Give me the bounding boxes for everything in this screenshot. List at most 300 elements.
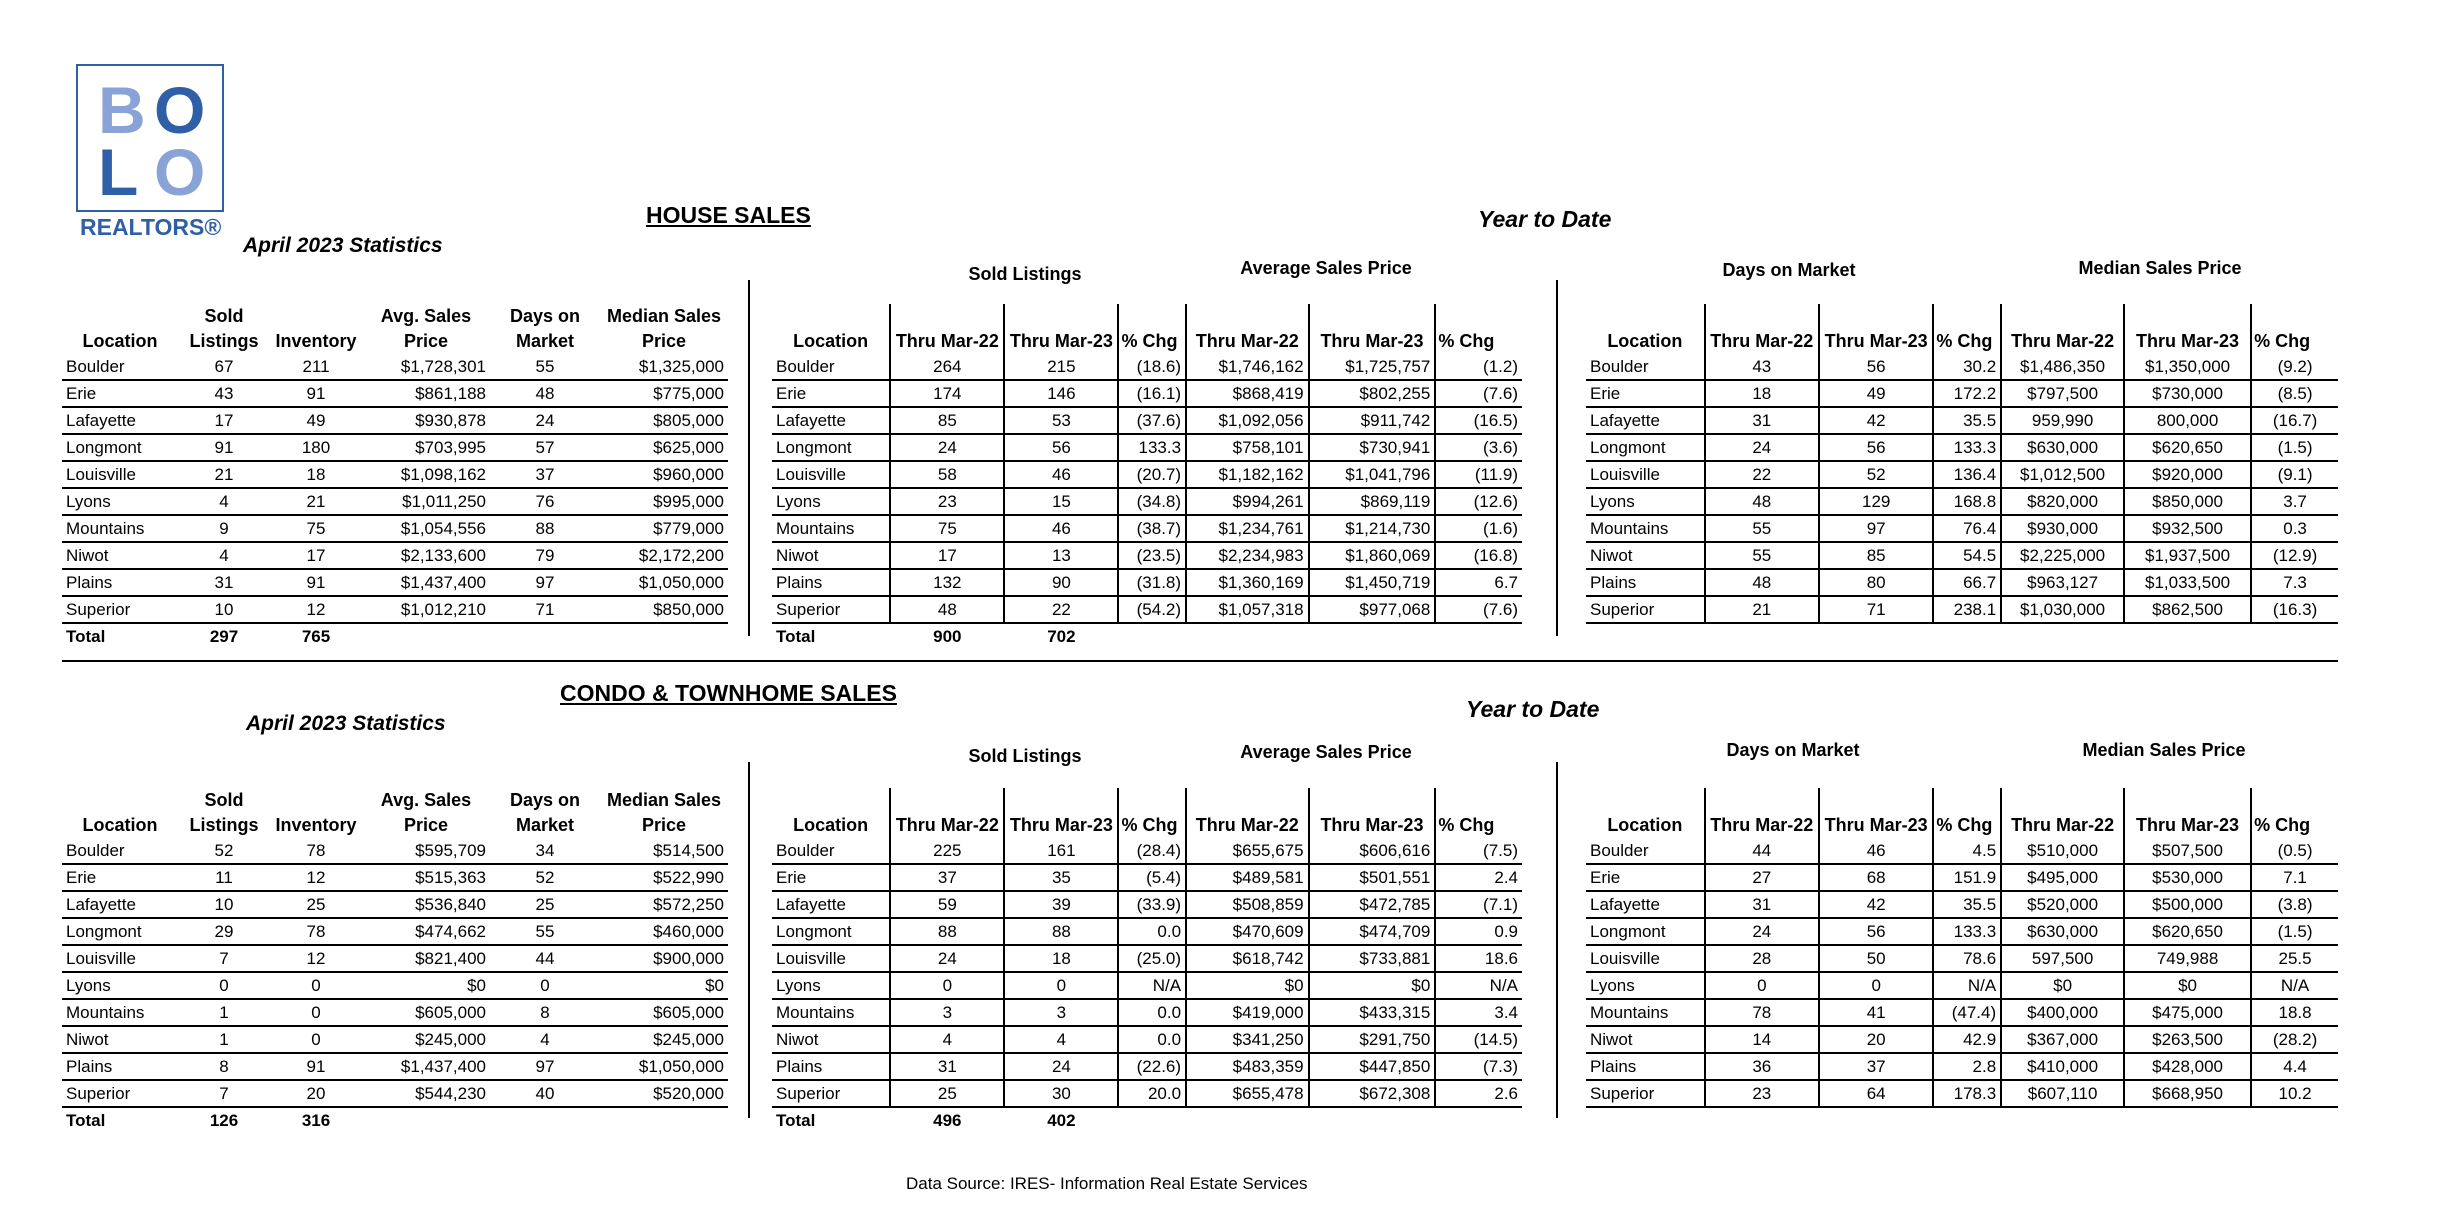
house-ytd-days-cell: 24	[1705, 434, 1819, 461]
house-monthly-cell: 4	[178, 488, 270, 515]
house-ytd-days-cell: 48	[1705, 488, 1819, 515]
house-ytd-days-cell: 31	[1705, 407, 1819, 434]
condo-ytd-days-cell: 44	[1705, 838, 1819, 864]
house-ytd-days-cell: 959,990	[2001, 407, 2124, 434]
house-monthly-cell: 97	[490, 569, 600, 596]
house-ytd-days-cell: 22	[1705, 461, 1819, 488]
condo-ytd-days-cell: 41	[1819, 999, 1933, 1026]
condo-ytd-sales-header-1: Thru Mar-22	[890, 788, 1004, 838]
house-ytd-days-cell: Niwot	[1586, 542, 1705, 569]
table-row	[1586, 488, 2338, 515]
condo-monthly-cell: Boulder	[62, 838, 178, 864]
house-monthly-cell: Mountains	[62, 515, 178, 542]
house-ytd-days-cell: $730,000	[2124, 380, 2251, 407]
house-monthly-cell: Erie	[62, 380, 178, 407]
house-ytd-days-cell: 172.2	[1933, 380, 2001, 407]
condo-ytd-sales-cell: Lafayette	[772, 891, 890, 918]
house-ytd-sales-cell: (1.2)	[1435, 354, 1522, 380]
house-ytd-sales-cell: 24	[890, 434, 1004, 461]
condo-ytd-days-cell: 31	[1705, 891, 1819, 918]
table-row	[1586, 596, 2338, 623]
house-ytd-days-header-1: Thru Mar-22	[1705, 304, 1819, 354]
table-row	[772, 1026, 1522, 1053]
house-ytd-days-cell: (16.3)	[2251, 596, 2338, 623]
condo-monthly-cell: $474,662	[362, 918, 490, 945]
condo-ytd-sales-cell: $618,742	[1186, 945, 1309, 972]
house-ytd-days-cell: 48	[1705, 569, 1819, 596]
condo-ytd-days-cell: 151.9	[1933, 864, 2001, 891]
condo-ytd-sales-cell: Niwot	[772, 1026, 890, 1053]
house-monthly-header-2: Inventory	[275, 331, 357, 351]
condo-avg-price-label: Average Sales Price	[1240, 742, 1412, 762]
table-row	[772, 434, 1522, 461]
condo-monthly-cell: $0	[362, 972, 490, 999]
condo-ytd-days-cell: 0	[1705, 972, 1819, 999]
house-monthly-total-cell: 765	[301, 626, 331, 646]
house-ytd-days-cell: 42	[1819, 407, 1933, 434]
house-ytd-sales-cell: 264	[890, 354, 1004, 380]
condo-monthly-cell: $544,230	[362, 1080, 490, 1107]
logo-letter-b: B	[98, 73, 146, 147]
house-ytd-days-cell: 49	[1819, 380, 1933, 407]
condo-ytd-days-cell: 133.3	[1933, 918, 2001, 945]
condo-ytd-days-cell: N/A	[2251, 972, 2338, 999]
condo-monthly-cell: $821,400	[362, 945, 490, 972]
condo-ytd-sales-cell: 39	[1004, 891, 1118, 918]
house-monthly-header-1: Sold Listings	[189, 306, 259, 351]
condo-divider-left	[748, 762, 750, 1118]
condo-monthly-cell: 0	[178, 972, 270, 999]
house-monthly-cell: 12	[270, 596, 362, 623]
house-ytd-sales-cell: (34.8)	[1118, 488, 1186, 515]
realtors-logo	[76, 64, 224, 212]
logo-letter-o2: O	[154, 135, 206, 209]
house-ytd-days-cell: (12.9)	[2251, 542, 2338, 569]
house-ytd-days-cell: 35.5	[1933, 407, 2001, 434]
house-monthly-cell: 76	[490, 488, 600, 515]
table-row	[1586, 461, 2338, 488]
condo-ytd-sales-total-cell: Total	[776, 1110, 816, 1130]
house-ytd-sales-cell: $868,419	[1186, 380, 1309, 407]
house-ytd-sales-cell: $2,234,983	[1186, 542, 1309, 569]
house-ytd-days-cell: 7.3	[2251, 569, 2338, 596]
condo-ytd-sales-cell: 2.6	[1435, 1080, 1522, 1107]
condo-ytd-days-cell: 20	[1819, 1026, 1933, 1053]
house-monthly-header-4: Days on Market	[509, 306, 581, 351]
house-ytd-days-header-6: % Chg	[2251, 304, 2338, 354]
condo-ytd-sales-header-6: % Chg	[1435, 788, 1522, 838]
house-ytd-sales-cell: 53	[1004, 407, 1118, 434]
total-row	[772, 1107, 1522, 1133]
condo-ytd-days-cell: 42.9	[1933, 1026, 2001, 1053]
house-ytd-days-cell: $862,500	[2124, 596, 2251, 623]
house-ytd-sales-cell: $1,182,162	[1186, 461, 1309, 488]
condo-ytd-days-cell: 25.5	[2251, 945, 2338, 972]
condo-ytd-sales-cell: $291,750	[1309, 1026, 1436, 1053]
house-monthly-cell: $805,000	[600, 407, 728, 434]
house-ytd-sales-cell: $1,041,796	[1309, 461, 1436, 488]
house-ytd-sales-cell: Longmont	[772, 434, 890, 461]
house-ytd-sales-cell: 6.7	[1435, 569, 1522, 596]
house-ytd-sales-cell: Boulder	[772, 354, 890, 380]
table-row	[772, 1080, 1522, 1107]
house-ytd-days-cell: $2,225,000	[2001, 542, 2124, 569]
house-monthly-cell: 91	[178, 434, 270, 461]
condo-monthly-cell: 20	[270, 1080, 362, 1107]
condo-ytd-sales-cell: 225	[890, 838, 1004, 864]
condo-ytd-sales-cell: 3	[1004, 999, 1118, 1026]
condo-ytd-days-cell: (3.8)	[2251, 891, 2338, 918]
house-ytd-sales-cell: 132	[890, 569, 1004, 596]
house-ytd-days-cell: Louisville	[1586, 461, 1705, 488]
table-row	[1586, 864, 2338, 891]
house-ytd-days-cell: 133.3	[1933, 434, 2001, 461]
condo-ytd-days-cell: $367,000	[2001, 1026, 2124, 1053]
house-monthly-cell: 37	[490, 461, 600, 488]
condo-ytd-days-cell: $530,000	[2124, 864, 2251, 891]
logo-letter-l: L	[98, 135, 139, 209]
condo-ytd-sales-cell: Erie	[772, 864, 890, 891]
table-row	[772, 380, 1522, 407]
table-row	[1586, 569, 2338, 596]
condo-ytd-days-cell: $410,000	[2001, 1053, 2124, 1080]
table-row	[772, 461, 1522, 488]
house-monthly-cell: 75	[270, 515, 362, 542]
condo-ytd-sales-cell: 20.0	[1118, 1080, 1186, 1107]
house-ytd-days-cell: $797,500	[2001, 380, 2124, 407]
house-ytd-days-cell: $920,000	[2124, 461, 2251, 488]
table-row	[62, 380, 728, 407]
condo-monthly-cell: 10	[178, 891, 270, 918]
table-row	[62, 407, 728, 434]
house-monthly-cell: $2,133,600	[362, 542, 490, 569]
house-monthly-cell: $1,012,210	[362, 596, 490, 623]
condo-ytd-days-header-4: Thru Mar-22	[2001, 788, 2124, 838]
condo-ytd-days-cell: Lyons	[1586, 972, 1705, 999]
condo-monthly-total-cell: 316	[301, 1110, 331, 1130]
condo-ytd-days-header-5: Thru Mar-23	[2124, 788, 2251, 838]
house-avg-price-label: Average Sales Price	[1240, 258, 1412, 278]
table-row	[772, 515, 1522, 542]
house-ytd-sales-cell: Mountains	[772, 515, 890, 542]
condo-ytd-sales-cell: 31	[890, 1053, 1004, 1080]
house-ytd-days-header-3: % Chg	[1933, 304, 2001, 354]
condo-ytd-sales-cell: Longmont	[772, 918, 890, 945]
table-row	[62, 515, 728, 542]
table-row	[62, 488, 728, 515]
table-row	[1586, 380, 2338, 407]
condo-ytd-days-cell: (47.4)	[1933, 999, 2001, 1026]
condo-ytd-days-cell: 18.8	[2251, 999, 2338, 1026]
house-monthly-cell: $775,000	[600, 380, 728, 407]
condo-monthly-cell: Plains	[62, 1053, 178, 1080]
house-ytd-days-cell: Longmont	[1586, 434, 1705, 461]
condo-ytd-sales-cell: $655,478	[1186, 1080, 1309, 1107]
condo-ytd-days-cell: 597,500	[2001, 945, 2124, 972]
table-row	[62, 891, 728, 918]
condo-monthly-table	[62, 788, 728, 1133]
condo-ytd-days-cell: $400,000	[2001, 999, 2124, 1026]
condo-ytd-days-cell: 35.5	[1933, 891, 2001, 918]
condo-monthly-cell: 1	[178, 999, 270, 1026]
house-monthly-total-cell: Total	[66, 626, 106, 646]
table-row	[62, 354, 728, 380]
house-ytd-sales-header-2: Thru Mar-23	[1004, 304, 1118, 354]
condo-ytd-sales-cell: $606,616	[1309, 838, 1436, 864]
condo-monthly-cell: 12	[270, 945, 362, 972]
house-ytd-days-cell: 85	[1819, 542, 1933, 569]
condo-ytd-sales-cell: N/A	[1435, 972, 1522, 999]
house-ytd-sales-cell: (7.6)	[1435, 596, 1522, 623]
table-row	[1586, 999, 2338, 1026]
house-ytd-days-cell: 55	[1705, 515, 1819, 542]
house-ytd-sales-cell: (18.6)	[1118, 354, 1186, 380]
house-ytd-sales-cell: $802,255	[1309, 380, 1436, 407]
house-ytd-sales-cell: 46	[1004, 461, 1118, 488]
table-row	[62, 1053, 728, 1080]
condo-monthly-total-cell: Total	[66, 1110, 106, 1130]
house-ytd-sales-cell: $1,860,069	[1309, 542, 1436, 569]
house-ytd-days-median-table	[1586, 304, 2338, 624]
house-ytd-sales-cell: $1,725,757	[1309, 354, 1436, 380]
house-ytd-sales-total-cell: 900	[933, 626, 962, 646]
house-ytd-days-cell: 54.5	[1933, 542, 2001, 569]
house-ytd-days-cell: $930,000	[2001, 515, 2124, 542]
house-monthly-cell: 91	[270, 380, 362, 407]
condo-ytd-days-cell: 178.3	[1933, 1080, 2001, 1107]
house-monthly-cell: $2,172,200	[600, 542, 728, 569]
condo-ytd-days-cell: 4.5	[1933, 838, 2001, 864]
condo-ytd-sales-cell: (14.5)	[1435, 1026, 1522, 1053]
condo-ytd-days-cell: $510,000	[2001, 838, 2124, 864]
house-ytd-sales-cell: (16.1)	[1118, 380, 1186, 407]
condo-monthly-cell: 0	[270, 972, 362, 999]
house-ytd-days-cell: 30.2	[1933, 354, 2001, 380]
house-ytd-days-cell: $1,012,500	[2001, 461, 2124, 488]
condo-ytd-days-cell: $520,000	[2001, 891, 2124, 918]
condo-ytd-days-cell: 23	[1705, 1080, 1819, 1107]
house-divider-right	[1556, 280, 1558, 636]
house-monthly-cell: 211	[270, 354, 362, 380]
condo-monthly-cell: 97	[490, 1053, 600, 1080]
house-monthly-cell: $930,878	[362, 407, 490, 434]
house-ytd-sales-header-6: % Chg	[1435, 304, 1522, 354]
condo-monthly-cell: 0	[270, 999, 362, 1026]
table-row	[772, 569, 1522, 596]
table-row	[62, 542, 728, 569]
condo-ytd-sales-cell: (7.5)	[1435, 838, 1522, 864]
condo-monthly-cell: Lafayette	[62, 891, 178, 918]
condo-ytd-days-cell: 749,988	[2124, 945, 2251, 972]
condo-monthly-cell: 1	[178, 1026, 270, 1053]
house-monthly-cell: $1,054,556	[362, 515, 490, 542]
house-monthly-cell: Niwot	[62, 542, 178, 569]
house-ytd-days-header-0: Location	[1607, 331, 1683, 351]
condo-ytd-days-cell: Plains	[1586, 1053, 1705, 1080]
house-ytd-days-cell: 136.4	[1933, 461, 2001, 488]
house-ytd-sales-cell: $869,119	[1309, 488, 1436, 515]
house-monthly-cell: 49	[270, 407, 362, 434]
table-row	[1586, 434, 2338, 461]
logo-brand-text: REALTORS®	[80, 214, 222, 240]
condo-monthly-cell: 25	[490, 891, 600, 918]
house-ytd-sales-total-cell: Total	[776, 626, 816, 646]
house-ytd-sales-cell: (11.9)	[1435, 461, 1522, 488]
house-ytd-sales-table	[772, 304, 1522, 649]
house-ytd-days-cell: 168.8	[1933, 488, 2001, 515]
house-ytd-sales-cell: 22	[1004, 596, 1118, 623]
house-ytd-sales-cell: (54.2)	[1118, 596, 1186, 623]
condo-monthly-header-5: Median Sales Price	[606, 790, 722, 835]
house-monthly-cell: Plains	[62, 569, 178, 596]
house-ytd-label: Year to Date	[1478, 206, 1612, 232]
house-monthly-cell: $1,437,400	[362, 569, 490, 596]
condo-ytd-sales-cell: 0.0	[1118, 918, 1186, 945]
house-ytd-sales-header-1: Thru Mar-22	[890, 304, 1004, 354]
table-row	[62, 945, 728, 972]
house-ytd-days-cell: (9.2)	[2251, 354, 2338, 380]
table-row	[62, 434, 728, 461]
condo-ytd-sales-cell: 4	[890, 1026, 1004, 1053]
condo-ytd-days-cell: Boulder	[1586, 838, 1705, 864]
condo-monthly-header-2: Inventory	[275, 815, 357, 835]
condo-ytd-sales-cell: (22.6)	[1118, 1053, 1186, 1080]
condo-ytd-days-cell: 7.1	[2251, 864, 2338, 891]
house-ytd-days-cell: 76.4	[1933, 515, 2001, 542]
condo-ytd-sales-cell: Lyons	[772, 972, 890, 999]
condo-monthly-cell: Erie	[62, 864, 178, 891]
house-ytd-days-cell: 80	[1819, 569, 1933, 596]
house-monthly-cell: $1,011,250	[362, 488, 490, 515]
condo-ytd-days-cell: Lafayette	[1586, 891, 1705, 918]
condo-ytd-sales-header-0: Location	[793, 815, 869, 835]
condo-ytd-sales-cell: 4	[1004, 1026, 1118, 1053]
house-monthly-cell: $1,098,162	[362, 461, 490, 488]
condo-ytd-sales-cell: Plains	[772, 1053, 890, 1080]
condo-ytd-days-cell: Mountains	[1586, 999, 1705, 1026]
condo-ytd-days-cell: 68	[1819, 864, 1933, 891]
condo-ytd-days-cell: 42	[1819, 891, 1933, 918]
house-monthly-cell: 24	[490, 407, 600, 434]
table-row	[62, 972, 728, 999]
table-row	[1586, 1080, 2338, 1107]
house-ytd-sales-cell: $1,360,169	[1186, 569, 1309, 596]
condo-monthly-cell: Longmont	[62, 918, 178, 945]
house-monthly-cell: 71	[490, 596, 600, 623]
condo-monthly-cell: 8	[178, 1053, 270, 1080]
house-ytd-days-cell: $1,937,500	[2124, 542, 2251, 569]
condo-monthly-header-4: Days on Market	[509, 790, 581, 835]
condo-ytd-days-cell: Superior	[1586, 1080, 1705, 1107]
house-monthly-cell: Louisville	[62, 461, 178, 488]
house-ytd-sales-cell: $911,742	[1309, 407, 1436, 434]
house-ytd-days-header-5: Thru Mar-23	[2124, 304, 2251, 354]
table-row	[772, 596, 1522, 623]
house-ytd-days-cell: $1,350,000	[2124, 354, 2251, 380]
condo-ytd-days-cell: 28	[1705, 945, 1819, 972]
house-monthly-cell: $861,188	[362, 380, 490, 407]
condo-ytd-days-cell: 0	[1819, 972, 1933, 999]
total-row	[772, 623, 1522, 649]
table-row	[772, 891, 1522, 918]
condo-ytd-days-cell: 78.6	[1933, 945, 2001, 972]
condo-ytd-sales-cell: Louisville	[772, 945, 890, 972]
condo-ytd-days-cell: $668,950	[2124, 1080, 2251, 1107]
condo-ytd-days-median-table	[1586, 788, 2338, 1108]
house-ytd-sales-cell: $977,068	[1309, 596, 1436, 623]
table-row	[772, 945, 1522, 972]
house-ytd-sales-cell: Lafayette	[772, 407, 890, 434]
condo-ytd-days-cell: $620,650	[2124, 918, 2251, 945]
condo-ytd-days-header-0: Location	[1607, 815, 1683, 835]
table-row	[1586, 1053, 2338, 1080]
total-row	[62, 623, 728, 649]
house-monthly-cell: 10	[178, 596, 270, 623]
condo-ytd-sales-total-cell: 402	[1047, 1110, 1076, 1130]
house-ytd-sales-cell: 174	[890, 380, 1004, 407]
house-monthly-cell: Longmont	[62, 434, 178, 461]
condo-monthly-cell: 78	[270, 838, 362, 864]
house-monthly-cell: 31	[178, 569, 270, 596]
table-row	[772, 918, 1522, 945]
condo-ytd-days-cell: Niwot	[1586, 1026, 1705, 1053]
condo-ytd-sales-cell: (33.9)	[1118, 891, 1186, 918]
table-row	[772, 972, 1522, 999]
house-ytd-days-cell: 52	[1819, 461, 1933, 488]
condo-ytd-days-cell: 10.2	[2251, 1080, 2338, 1107]
condo-monthly-cell: 0	[490, 972, 600, 999]
house-ytd-sales-header-3: % Chg	[1118, 304, 1186, 354]
house-ytd-sales-cell: 23	[890, 488, 1004, 515]
logo-letter-o: O	[154, 73, 206, 147]
house-ytd-days-cell: 43	[1705, 354, 1819, 380]
condo-monthly-cell: $514,500	[600, 838, 728, 864]
table-row	[62, 864, 728, 891]
condo-ytd-sales-cell: 18	[1004, 945, 1118, 972]
house-ytd-days-cell: (16.7)	[2251, 407, 2338, 434]
condo-ytd-sales-cell: $474,709	[1309, 918, 1436, 945]
house-ytd-sales-cell: 75	[890, 515, 1004, 542]
house-ytd-sales-cell: $1,746,162	[1186, 354, 1309, 380]
house-ytd-sales-cell: $1,234,761	[1186, 515, 1309, 542]
house-ytd-days-cell: $1,030,000	[2001, 596, 2124, 623]
condo-monthly-cell: $605,000	[600, 999, 728, 1026]
condo-monthly-cell: 55	[490, 918, 600, 945]
condo-monthly-cell: $900,000	[600, 945, 728, 972]
condo-monthly-cell: 78	[270, 918, 362, 945]
condo-ytd-days-cell: $263,500	[2124, 1026, 2251, 1053]
house-ytd-sales-cell: $1,092,056	[1186, 407, 1309, 434]
section-divider	[62, 660, 2338, 662]
condo-ytd-sales-table	[772, 788, 1522, 1133]
house-ytd-days-cell: Lafayette	[1586, 407, 1705, 434]
house-ytd-days-header-2: Thru Mar-23	[1819, 304, 1933, 354]
condo-stats-title: April 2023 Statistics	[246, 712, 446, 735]
condo-ytd-sales-total-cell: 496	[933, 1110, 962, 1130]
condo-ytd-sales-cell: (28.4)	[1118, 838, 1186, 864]
house-ytd-days-cell: $1,486,350	[2001, 354, 2124, 380]
condo-ytd-sales-cell: 2.4	[1435, 864, 1522, 891]
table-row	[1586, 945, 2338, 972]
condo-ytd-sales-cell: 0	[890, 972, 1004, 999]
house-ytd-sales-cell: (38.7)	[1118, 515, 1186, 542]
condo-ytd-sales-cell: 0.0	[1118, 1026, 1186, 1053]
house-ytd-sales-cell: 17	[890, 542, 1004, 569]
condo-ytd-days-header-2: Thru Mar-23	[1819, 788, 1933, 838]
house-monthly-cell: Superior	[62, 596, 178, 623]
condo-monthly-cell: 0	[270, 1026, 362, 1053]
condo-ytd-sales-cell: 59	[890, 891, 1004, 918]
